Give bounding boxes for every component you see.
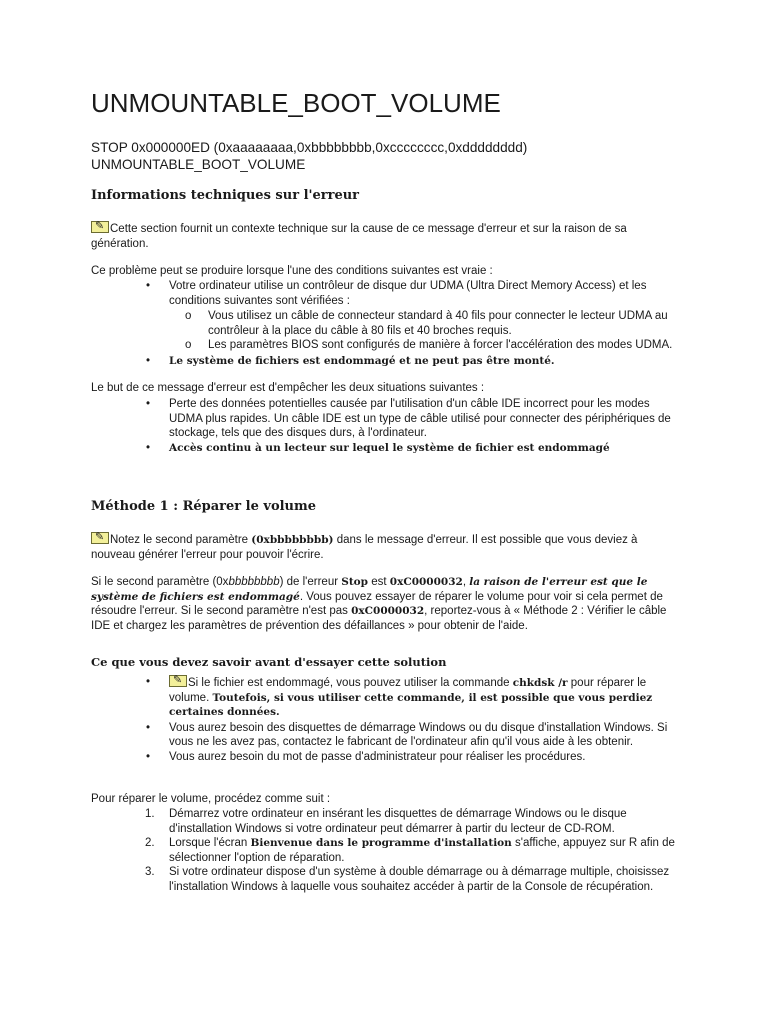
list-item: • Le système de fichiers est endommagé et ne peut pas être monté. bbox=[146, 354, 555, 367]
list-item: • Vous aurez besoin du mot de passe d'administrateur pour réaliser les procédures. bbox=[146, 750, 586, 763]
note-pencil-icon bbox=[169, 675, 187, 687]
prerequisites-list bbox=[91, 675, 681, 764]
list-item-text: Vous aurez besoin des disquettes de démarrage Windows ou du disque d'installation Windows. Si vous ne les avez pas, contactez le fabricant de l'ordinateur afin qu'il vous aide à les obtenir. bbox=[169, 721, 668, 748]
list-item-text: Si votre ordinateur dispose d'un système à double démarrage ou à démarrage multiple, choisissez l'installation Windows à laquelle vous souhaitez accéder à partir de la Console de récupération. bbox=[169, 866, 670, 893]
list-item-text: Le système de fichiers est endommagé et ne peut pas être monté. bbox=[169, 354, 555, 367]
command-chkdsk: chkdsk /r bbox=[512, 677, 568, 689]
purpose-text: Le but de ce message d'erreur est d'empêcher les deux situations suivantes : bbox=[91, 382, 485, 394]
technical-note bbox=[91, 221, 681, 251]
list-item: 1. Démarrez votre ordinateur en insérant les disquettes de démarrage Windows ou le disque d'installation Windows si votre ordinateur peut démarrer à partir du lecteur de CD-ROM. bbox=[145, 808, 627, 835]
text-fragment: est bbox=[368, 576, 390, 588]
technical-note-text: Cette section fournit un contexte technique sur la cause de ce message d'erreur et sur la raison de sa génération. bbox=[91, 223, 627, 250]
list-item-text: Votre ordinateur utilise un contrôleur de disque dur UDMA (Ultra Direct Memory Access) et les conditions suivantes sont vérifiées : bbox=[169, 280, 647, 307]
note-pencil-icon bbox=[91, 532, 109, 544]
steps-list bbox=[91, 807, 681, 894]
method1-note bbox=[91, 532, 681, 562]
list-item: • Perte des données potentielles causée par l'utilisation d'un câble IDE incorrect pour les modes UDMA plus rapides. Un câble IDE est un type de câble utilisé pour connecter des périphériques de stockage, tels que des disques durs, à l'ordinateur. bbox=[146, 398, 671, 439]
list-item: o Vous utilisez un câble de connecteur standard à 40 fils pour connecter le lecteur UDMA au contrôleur à la place du câble à 80 fils et 40 broches requis. bbox=[185, 310, 668, 337]
steps-intro: Pour réparer le volume, procédez comme suit : bbox=[91, 793, 331, 805]
list-item: o Les paramètres BIOS sont configurés de manière à forcer l'accélération des modes UDMA. bbox=[185, 339, 673, 351]
list-item-text: Les paramètres BIOS sont configurés de manière à forcer l'accélération des modes UDMA. bbox=[208, 339, 673, 351]
stop-label: Stop bbox=[341, 576, 369, 588]
text-fragment: . Vous pouvez essayer de réparer le volume pour voir si cela permet de résoudre l'erreur. Si le second paramètre n'est pas bbox=[91, 590, 663, 617]
list-item-text: Vous utilisez un câble de connecteur standard à 40 fils pour connecter le lecteur UDMA au contrôleur à la place du câble à 80 fils et 40 broches requis. bbox=[208, 310, 668, 337]
list-item-text: Perte des données potentielles causée par l'utilisation d'un câble IDE incorrect pour les modes UDMA plus rapides. Un câble IDE est un type de câble utilisé pour connecter des périphériques de stockage, tels que des disques durs, à l'ordinateur. bbox=[169, 398, 671, 439]
text-fragment: pour réparer le volume. bbox=[169, 677, 647, 704]
list-item-text: Vous aurez besoin du mot de passe d'administrateur pour réaliser les procédures. bbox=[169, 750, 586, 763]
list-item: • ✎ Si le fichier est endommagé, vous pouvez utiliser la commande chkdsk /r pour réparer le volume. Toutefois, si vous utiliser cette commande, il est possible que vous perdiez certaines données. bbox=[91, 675, 681, 720]
section-heading-technical: Informations techniques sur l'erreur bbox=[91, 188, 360, 203]
list-item-text: Accès continu à un lecteur sur lequel le système de fichier est endommagé bbox=[169, 441, 610, 454]
parameter-code: (0xbbbbbbbb) bbox=[251, 534, 334, 546]
list-item: • Vous aurez besoin des disquettes de démarrage Windows ou du disque d'installation Windows. Si vous ne les avez pas, contactez le fabricant de l'ordinateur afin qu'il vous aide à les obtenir. bbox=[146, 721, 668, 748]
list-item-text: Démarrez votre ordinateur en insérant les disquettes de démarrage Windows ou le disque d'installation Windows si votre ordinateur peut démarrer à partir du lecteur de CD-ROM. bbox=[169, 808, 627, 835]
error-code: 0xC0000032 bbox=[389, 576, 463, 588]
error-code: 0xC0000032 bbox=[351, 605, 425, 617]
screen-name: Bienvenue dans le programme d'installation bbox=[250, 837, 512, 849]
list-item: 3. Si votre ordinateur dispose d'un système à double démarrage ou à démarrage multiple, choisissez l'installation Windows à laquelle vous souhaitez accéder à partir de la Console de récupération. bbox=[145, 866, 670, 893]
text-fragment: , reportez-vous à « Méthode 2 : Vérifier le câble IDE et chargez les paramètres de prévention des défaillances » pour obtenir de l'aide. bbox=[91, 605, 667, 632]
text-fragment: Notez le second paramètre bbox=[110, 534, 252, 546]
list-item: • Accès continu à un lecteur sur lequel le système de fichier est endommagé bbox=[146, 441, 610, 454]
list-item: 2. Lorsque l'écran Bienvenue dans le programme d'installation s'affiche, appuyez sur R afin de sélectionner l'option de réparation. bbox=[145, 837, 675, 864]
text-fragment: Si le second paramètre (0x bbox=[91, 576, 229, 588]
section-heading-method1: Méthode 1 : Réparer le volume bbox=[91, 499, 317, 514]
conditions-list bbox=[91, 279, 681, 368]
method1-paragraph bbox=[91, 575, 681, 633]
warning-text: Toutefois, si vous utiliser cette commande, il est possible que vous perdiez certaines données. bbox=[169, 691, 653, 718]
list-item: • Votre ordinateur utilise un contrôleur de disque dur UDMA (Ultra Direct Memory Access) et les conditions suivantes sont vérifiées : bbox=[146, 280, 647, 307]
text-fragment: ) de l'erreur bbox=[279, 576, 342, 588]
text-fragment: s'affiche, appuyez sur R afin de sélectionner l'option de réparation. bbox=[169, 837, 675, 864]
stop-code-name: UNMOUNTABLE_BOOT_VOLUME bbox=[91, 157, 306, 172]
situations-list bbox=[91, 397, 681, 455]
text-fragment: Lorsque l'écran bbox=[169, 837, 251, 849]
text-fragment: , bbox=[462, 576, 470, 588]
page-title: UNMOUNTABLE_BOOT_VOLUME bbox=[91, 88, 501, 118]
text-fragment: dans le message d'erreur. Il est possible que vous deviez à nouveau générer l'erreur pour pouvoir l'écrire. bbox=[91, 534, 638, 561]
parameter-code: bbbbbbbb bbox=[228, 576, 280, 588]
prerequisites-heading: Ce que vous devez savoir avant d'essayer cette solution bbox=[91, 655, 447, 669]
error-cause: la raison de l'erreur est que le système de fichiers est endommagé bbox=[91, 576, 648, 603]
text-fragment: Si le fichier est endommagé, vous pouvez utiliser la commande bbox=[188, 677, 513, 689]
stop-code-line: STOP 0x000000ED (0xaaaaaaaa,0xbbbbbbbb,0xcccccccc,0xdddddddd) bbox=[91, 140, 528, 155]
note-pencil-icon bbox=[91, 221, 109, 233]
conditions-intro: Ce problème peut se produire lorsque l'une des conditions suivantes est vraie : bbox=[91, 265, 493, 277]
stop-code bbox=[91, 139, 527, 173]
